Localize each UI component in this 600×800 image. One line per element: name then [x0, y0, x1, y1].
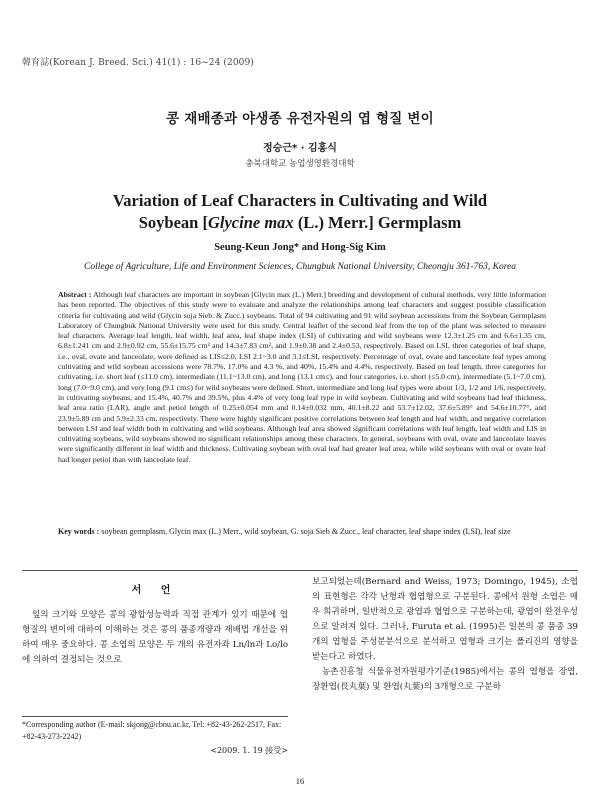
english-affiliation: College of Agriculture, Life and Environment Sciences, Chungbuk National University, Cheongju 361-763, Korea	[83, 262, 517, 272]
right-column-paragraph-1: 보고되었는데(Bernard and Weiss, 1973; Domingo, 1945), 소엽의 표현형은 각각 난형과 협엽형으로 구분된다. 콩에서 원형 소엽은 매우 희귀하며, 일반적으로 광엽과 협엽으로 구분하는데, 광엽이 완전우성으로 알려져 있다. 그러나, Furuta et al. (1995)은 일본의 콩 품종 39개의 엽형을 주성분분석으로 분석하고 엽형과 크기는 폴리진의 영향을 받는다고 하였다.	[312, 577, 578, 662]
abstract-label: Abstract :	[58, 290, 92, 299]
page-number: 16	[295, 776, 305, 786]
right-column	[312, 575, 578, 695]
korean-title: 콩 재배종과 야생종 유전자원의 엽 형질 변이	[166, 111, 434, 127]
english-title	[0, 190, 600, 234]
english-title-line2	[0, 212, 600, 234]
journal-header: 韓育誌(Korean J. Breed. Sci.) 41(1) : 16~24 (2009)	[22, 58, 254, 68]
korean-affiliation: 충북대학교 농업생명환경대학	[245, 159, 355, 169]
keywords-label: Key words :	[58, 527, 100, 536]
abstract-text: Although leaf characters are important in soybean [Glycin max (L.) Merr.] breeding and development of cultural methods, very little information has been reported. The objectives of this study were to evaluate and analyze the relationships among leaf characters and suggest possible classification criteria for cultivating and wild (Glycin soja Sieb. & Zucc.) soybeans. Total of 94 cultivating and 91 wild soybean accessions from the Soybean Germplasm Laboratory of Chungbuk National University were used for this study. Central leaflet of the second leaf from the top of the plant was selected to measure leaf characters. Average leaf length, leaf width, leaf area, leaf shape index (LSI) of cultivating and wild soybeans were 12.3±1.25 cm and 6.6±1.35 cm, 6.8±1.241 cm and 2.9±0.92 cm, 55.6±15.75 cm² and 14.3±7.83 cm², and 1.9±0.38 and 2.4±0.53, respectively. Based on LSI, three categories of leaf shape, i.e., oval, ovate and lanceolate, were defined as LIS≤2.0, LSI 2.1~3.0 and 3.1≤LSI, respectively. Percentage of oval, ovate and lanceolate leaf types among cultivating and wild soybean accessions were 78.7%, 17.0% and 4.3 %, and 40%, 15.4% and 4.4%, respectively. Based on leaf length, three categories for cultivating, i.e. short leaf (≤11.0 cm), intermediate (11.1~13.0 cm), and long (13.1 cm≤), and four categories, i.e. short (≤5.0 cm), intermediate (5.1~7.0 cm), long (7.0~9.0 cm), and very long (9.1 cm≤) for wild soybeans were defined. Short, intermediate and long leaf types were about 1/3, 1/2 and 1/6, respectively, in cultivating soybeans, and 15.4%, 40.7% and 39.5%, plus 4.4% of very long leaf type in wild soybean. Cultivating and wild soybeans had leaf thickness, leaf area ratio (LAR), angle and petiol length of 0.25±0.054 mm and 0.14±0.032 mm, 40.1±8.22 and 53.7±12.02, 37.6±5.89° and 54.6±10.77°, and 23.9±5.89 cm and 5.9±2.33 cm, respectively. There were highly significant positive correlations between leaf length and leaf width, and negative correlation between LSI and leaf width both in cultivating and wild soybeans. Although leaf area showed significant correlations with leaf length, leaf width and LIS in cultivating soybeans, wild soybeans showed no significant relationships among these characters. In general, soybeans with oval, ovate and lanceolate leaves were significantly different in leaf width and thickness. Cultivating soybean with oval leaf had greater leaf area, while wild soybeans with oval or ovate leaf had longer petiol than with lanceolate leaf.	[58, 290, 546, 464]
received-date: <2009. 1. 19 接受>	[210, 746, 288, 755]
left-column	[22, 583, 288, 668]
right-column-paragraph-2: 농촌진흥청 식물유전자원평가기준(1985)에서는 콩의 엽형을 장엽, 장환엽(長丸葉) 및 환엽(丸葉)의 3개형으로 구분하	[312, 667, 578, 692]
english-title-line2-post: (L.) Merr.] Germplasm	[293, 213, 462, 232]
english-title-line2-italic: Glycine max	[207, 213, 294, 232]
keywords-text: soybean germplasm, Glycin max (L.) Merr., wild soybean, G. soja Sieb & Zucc., leaf character, leaf shape index (LSI), leaf size	[101, 527, 511, 536]
english-title-line2-pre: Soybean [	[138, 213, 208, 232]
english-title-line1: Variation of Leaf Characters in Cultivating and Wild	[112, 191, 488, 210]
corresponding-author-footnote: *Corresponding author (E-mail: skjong@cbnu.ac.kr, Tel: +82-43-262-2517, Fax: +82-43-273-2242)	[22, 720, 282, 741]
left-column-paragraph: 잎의 크기와 모양은 콩의 광합성능력과 직접 관계가 있기 때문에 엽 형질의 변이에 대하여 이해하는 것은 콩의 품종개량과 재배법 개선을 위하여 매우 중요하다. 콩 소엽의 모양은 두 개의 유전자좌 Ln/ln과 Lo/lo에 의하여 결정되는 것으로	[22, 610, 288, 665]
keywords	[58, 526, 546, 537]
footnote-divider	[22, 716, 288, 717]
english-authors: Seung-Keun Jong* and Hong-Sig Kim	[214, 242, 386, 253]
section-divider	[22, 570, 578, 571]
abstract	[58, 290, 546, 465]
korean-authors: 정승근* · 김홍식	[263, 143, 337, 154]
section-title-introduction: 서 언	[131, 585, 179, 596]
